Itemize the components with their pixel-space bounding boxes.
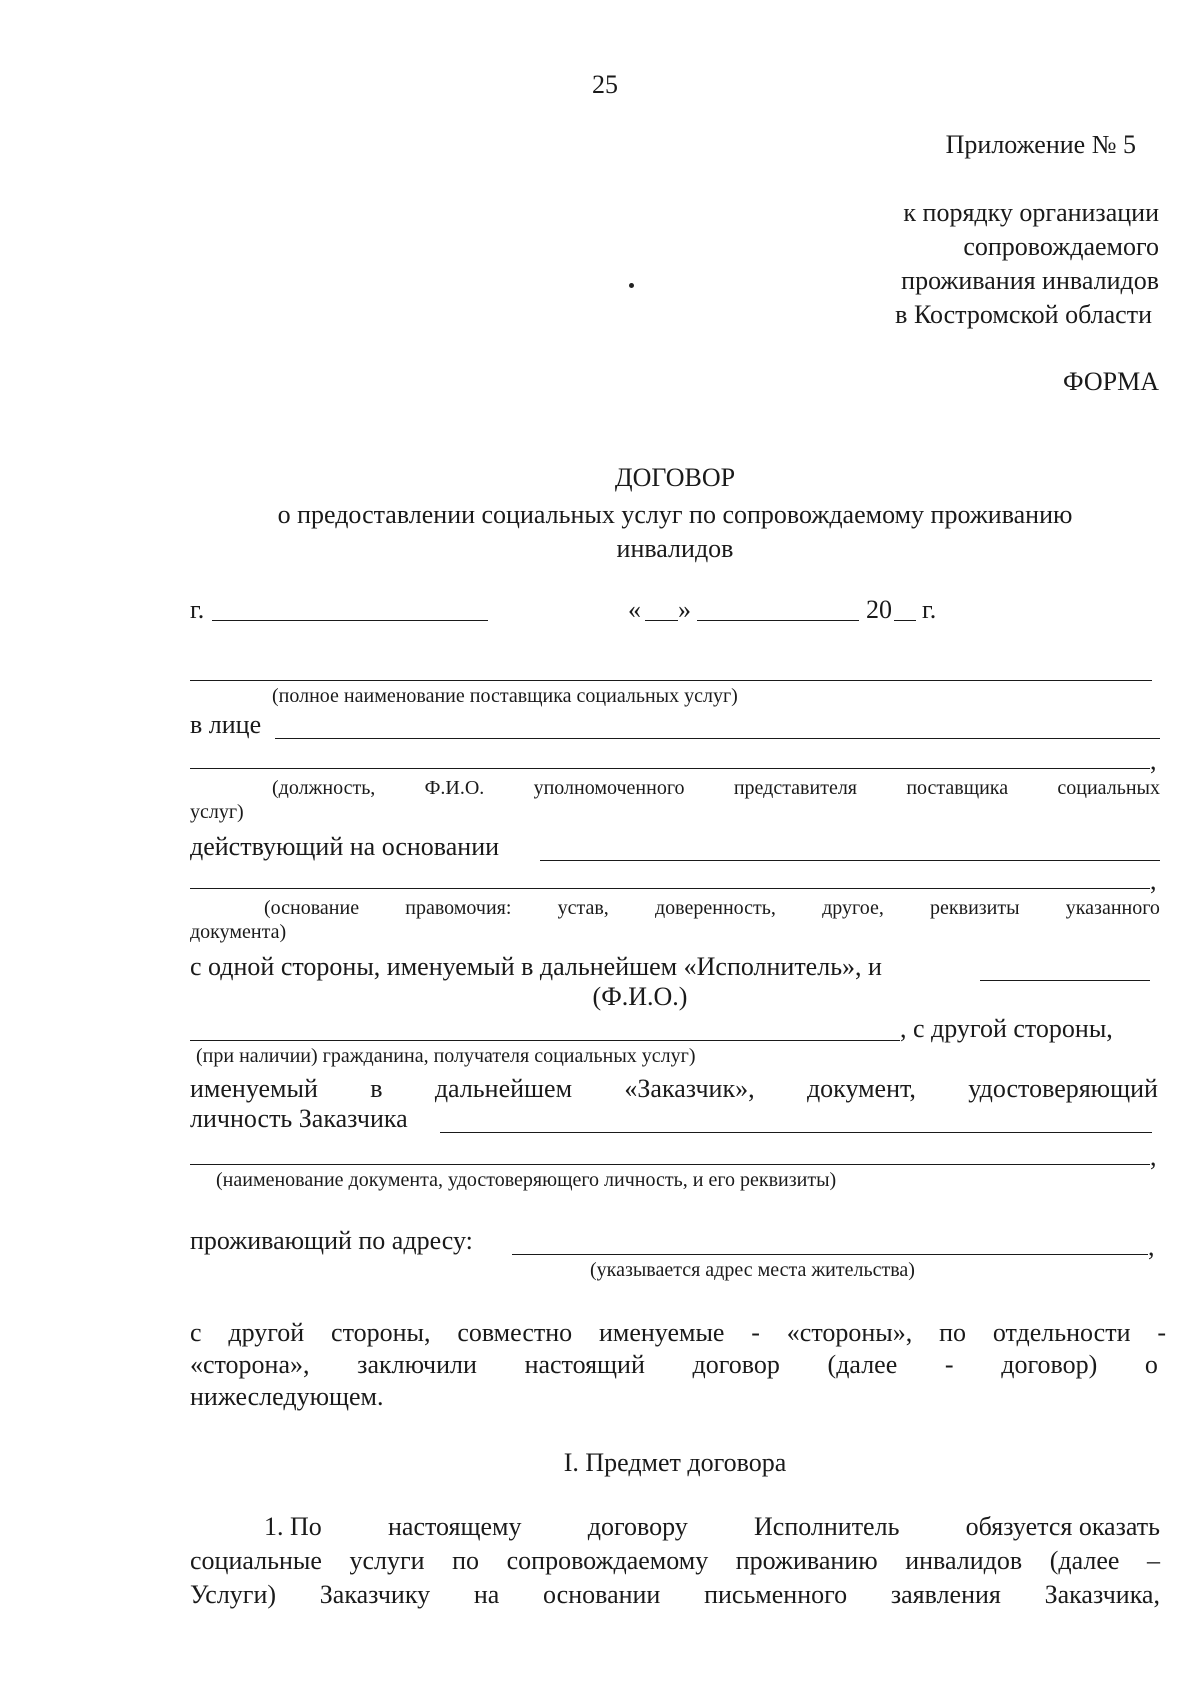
section-heading: I. Предмет договора bbox=[563, 1448, 787, 1477]
parties-word: - bbox=[1157, 1318, 1166, 1347]
residing-label: проживающий по адресу: bbox=[190, 1226, 473, 1255]
year-field[interactable] bbox=[894, 620, 916, 621]
identity-doc-caption: (наименование документа, удостоверяющего личность, и его реквизиты) bbox=[216, 1169, 837, 1191]
section1-word: договору bbox=[587, 1512, 688, 1541]
order-line-1: к порядку организации bbox=[903, 198, 1159, 227]
section1-word: основании bbox=[543, 1580, 661, 1609]
rep-caption-word: уполномоченного bbox=[533, 777, 685, 799]
rep-caption-word: поставщика bbox=[906, 777, 1009, 799]
section1-para-line-3 bbox=[190, 1580, 1160, 1610]
day-field[interactable] bbox=[645, 620, 678, 621]
parties-word: настоящий bbox=[524, 1350, 645, 1379]
named-word: дальнейшем bbox=[434, 1074, 573, 1103]
parties-word: - bbox=[751, 1318, 760, 1347]
section1-word: Заказчику bbox=[319, 1580, 431, 1609]
section1-para-line-2 bbox=[190, 1546, 1160, 1576]
section1-word: обязуется оказать bbox=[965, 1512, 1160, 1541]
parties-word: по bbox=[939, 1318, 966, 1347]
section1-word: Заказчика, bbox=[1044, 1580, 1160, 1609]
section1-word: – bbox=[1146, 1546, 1160, 1575]
section1-word: сопровождаемому bbox=[506, 1546, 709, 1575]
basis-caption-word: указанного bbox=[1065, 897, 1160, 919]
contract-subtitle-line-1: о предоставлении социальных услуг по сопровождаемому проживанию bbox=[277, 500, 1073, 529]
basis-caption-word: другое, bbox=[822, 897, 884, 919]
basis-caption-word: устав, bbox=[557, 897, 609, 919]
parties-line-3: нижеследующем. bbox=[190, 1382, 384, 1411]
parties-word: другой bbox=[228, 1318, 305, 1347]
provider-name-field[interactable] bbox=[190, 680, 1152, 681]
parties-word: договор) bbox=[1001, 1350, 1098, 1379]
stray-dot bbox=[629, 283, 634, 288]
rep-caption-word: представителя bbox=[733, 777, 858, 799]
parties-word: о bbox=[1144, 1350, 1158, 1379]
named-word: в bbox=[370, 1074, 383, 1103]
fio-caption: (Ф.И.О.) bbox=[592, 982, 688, 1011]
parties-word: заключили bbox=[357, 1350, 477, 1379]
basis-caption-word: реквизиты bbox=[930, 897, 1020, 919]
parties-word: «сторона», bbox=[190, 1350, 310, 1379]
parties-line-1 bbox=[190, 1318, 1166, 1348]
parties-word: «стороны», bbox=[786, 1318, 913, 1347]
day-open-quote: « bbox=[628, 595, 641, 624]
representative-field-1[interactable] bbox=[275, 738, 1160, 739]
basis-caption-word: (основание bbox=[264, 897, 360, 919]
parties-word: отдельности bbox=[992, 1318, 1131, 1347]
representative-caption bbox=[272, 776, 1160, 800]
address-comma: , bbox=[1148, 1232, 1155, 1261]
rep-caption-word: Ф.И.О. bbox=[424, 777, 485, 799]
year-suffix: г. bbox=[922, 595, 937, 624]
section1-word: инвалидов bbox=[905, 1546, 1023, 1575]
other-side-text: , с другой стороны, bbox=[900, 1014, 1113, 1043]
section1-word: проживанию bbox=[735, 1546, 878, 1575]
section1-word: социальные bbox=[190, 1546, 322, 1575]
basis-comma: , bbox=[1150, 866, 1157, 895]
order-line-4: в Костромской области bbox=[895, 300, 1152, 329]
identity-doc-field-2[interactable] bbox=[190, 1164, 1150, 1165]
section1-word: заявления bbox=[890, 1580, 1001, 1609]
section1-word: 1. По bbox=[264, 1512, 322, 1541]
year-prefix: 20 bbox=[866, 595, 892, 624]
parties-line-2 bbox=[190, 1350, 1158, 1380]
provider-name-caption: (полное наименование поставщика социальных услуг) bbox=[272, 685, 738, 707]
city-prefix: г. bbox=[190, 595, 205, 624]
named-customer-line bbox=[190, 1074, 1158, 1104]
customer-fio-field-1[interactable] bbox=[980, 980, 1150, 981]
named-word: удостоверяющий bbox=[968, 1074, 1158, 1103]
contract-title: ДОГОВОР bbox=[614, 463, 736, 492]
section1-word: настоящему bbox=[388, 1512, 522, 1541]
order-line-3: проживания инвалидов bbox=[901, 266, 1159, 295]
month-field[interactable] bbox=[697, 620, 859, 621]
parties-word: - bbox=[944, 1350, 954, 1379]
section1-word: услуги bbox=[349, 1546, 425, 1575]
basis-caption bbox=[264, 896, 1160, 920]
rep-caption-word: социальных bbox=[1057, 777, 1160, 799]
representative-comma: , bbox=[1150, 746, 1157, 775]
named-word: «Заказчик», bbox=[624, 1074, 755, 1103]
section1-word: Услуги) bbox=[190, 1580, 277, 1609]
address-field[interactable] bbox=[512, 1254, 1148, 1255]
rep-caption-word: (должность, bbox=[272, 777, 376, 799]
day-close-quote: » bbox=[678, 595, 691, 624]
form-label: ФОРМА bbox=[1063, 367, 1159, 396]
parties-word: (далее bbox=[827, 1350, 898, 1379]
representative-caption-end: услуг) bbox=[190, 801, 244, 823]
parties-word: совместно bbox=[457, 1318, 573, 1347]
basis-caption-end: документа) bbox=[190, 921, 287, 943]
basis-field-1[interactable] bbox=[540, 860, 1160, 861]
identity-doc-field-1[interactable] bbox=[440, 1132, 1152, 1133]
section1-word: Исполнитель bbox=[754, 1512, 900, 1541]
citizen-caption: (при наличии) гражданина, получателя социальных услуг) bbox=[196, 1045, 696, 1067]
parties-word: стороны, bbox=[331, 1318, 431, 1347]
acting-on-label: действующий на основании bbox=[190, 832, 500, 861]
parties-word: договор bbox=[692, 1350, 780, 1379]
section1-word: на bbox=[473, 1580, 500, 1609]
contract-subtitle-line-2: инвалидов bbox=[616, 534, 734, 563]
basis-field-2[interactable] bbox=[190, 888, 1150, 889]
basis-caption-word: правомочия: bbox=[405, 897, 512, 919]
section1-word: (далее bbox=[1049, 1546, 1120, 1575]
order-line-2: сопровождаемого bbox=[963, 232, 1159, 261]
parties-word: с bbox=[190, 1318, 202, 1347]
page-number: 25 bbox=[592, 70, 618, 99]
in-person-label: в лице bbox=[190, 710, 262, 739]
representative-field-2[interactable] bbox=[190, 768, 1150, 769]
section1-word: по bbox=[452, 1546, 480, 1575]
basis-caption-word: доверенность, bbox=[655, 897, 776, 919]
parties-word: именуемые bbox=[598, 1318, 725, 1347]
address-caption: (указывается адрес места жительства) bbox=[590, 1259, 915, 1281]
named-word: именуемый bbox=[190, 1074, 318, 1103]
customer-fio-field-2[interactable] bbox=[190, 1040, 900, 1041]
named-word: документ, bbox=[806, 1074, 916, 1103]
identity-label: личность Заказчика bbox=[190, 1104, 408, 1133]
appendix-label: Приложение № 5 bbox=[945, 130, 1136, 159]
section1-para-line-1 bbox=[264, 1512, 1160, 1542]
one-side-text: с одной стороны, именуемый в дальнейшем «Исполнитель», и bbox=[190, 952, 882, 981]
section1-word: письменного bbox=[704, 1580, 848, 1609]
identity-comma: , bbox=[1150, 1142, 1157, 1171]
city-field[interactable] bbox=[212, 620, 488, 621]
